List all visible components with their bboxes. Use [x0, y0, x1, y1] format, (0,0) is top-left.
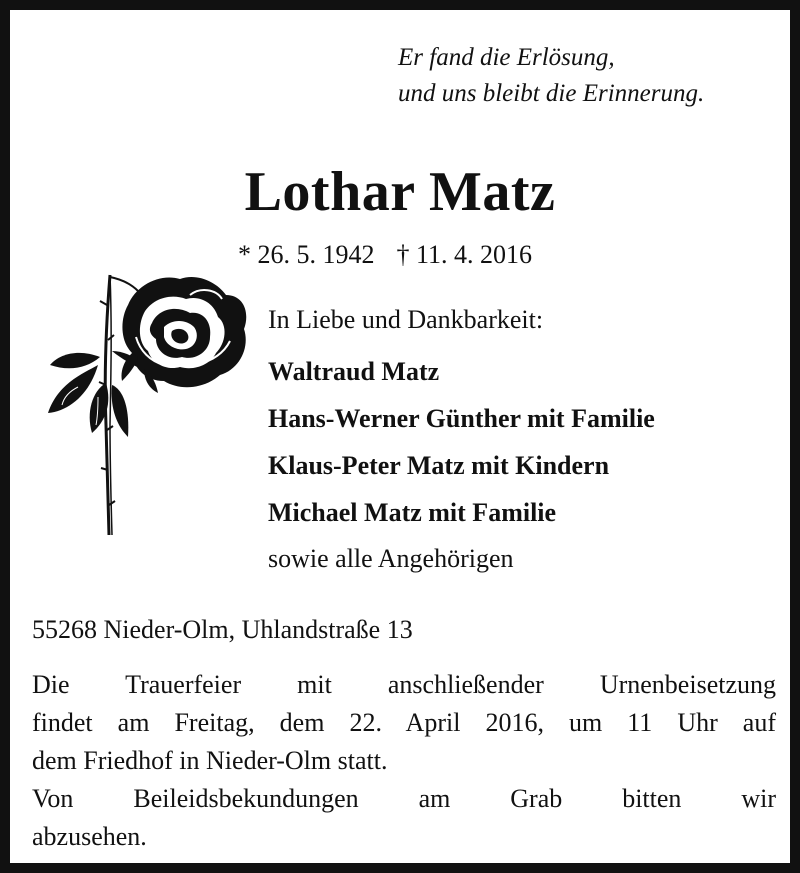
quote-line-2: und uns bleibt die Erinnerung.: [398, 80, 705, 107]
condolence-request-line: abzusehen.: [32, 822, 147, 851]
mourner-name: Michael Matz mit Familie: [268, 498, 557, 527]
funeral-text-line: dem Friedhof in Nieder-Olm statt.: [32, 746, 388, 775]
life-dates: [238, 238, 532, 272]
mourners-closing: sowie alle Angehörigen: [268, 544, 514, 573]
funeral-information: [32, 666, 776, 856]
rose-icon: [40, 265, 255, 540]
condolence-request-line: Von Beileidsbekundungen am Grab bitten wir: [32, 784, 776, 813]
family-address: 55268 Nieder-Olm, Uhlandstraße 13: [32, 615, 413, 644]
funeral-text-line: findet am Freitag, dem 22. April 2016, um 11 Uhr auf: [32, 708, 776, 737]
funeral-text-line: Die Trauerfeier mit anschließender Urnenbeisetzung: [32, 670, 776, 699]
birth-date: * 26. 5. 1942: [238, 240, 375, 269]
quote-line-1: Er fand die Erlösung,: [398, 44, 615, 71]
mourner-name: Hans-Werner Günther mit Familie: [268, 404, 655, 433]
memorial-quote: [398, 40, 704, 112]
mourners-intro: In Liebe und Dankbarkeit:: [268, 305, 544, 334]
mourner-name: Klaus-Peter Matz mit Kindern: [268, 451, 610, 480]
deceased-name: Lothar Matz: [244, 161, 556, 223]
mourner-name: Waltraud Matz: [268, 357, 440, 386]
mourners-list: [268, 300, 655, 581]
death-date: † 11. 4. 2016: [396, 240, 533, 269]
